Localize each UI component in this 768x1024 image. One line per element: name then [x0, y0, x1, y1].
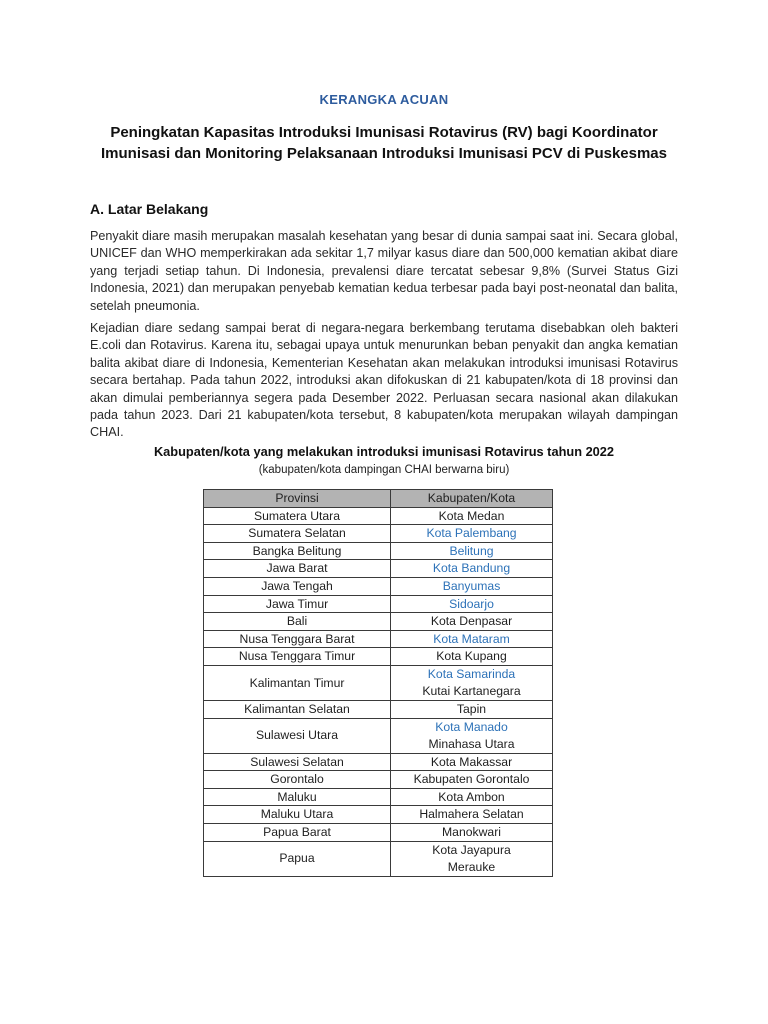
- district-table: [203, 489, 553, 877]
- kabupaten-kota-cell: [391, 841, 553, 876]
- kabupaten-kota-chai: Kota Manado: [435, 719, 508, 734]
- table-row: [204, 525, 553, 543]
- table-row: [204, 665, 553, 700]
- provinsi-cell: Nusa Tenggara Timur: [204, 648, 391, 666]
- provinsi-cell: Gorontalo: [204, 771, 391, 789]
- table-row: [204, 788, 553, 806]
- kabupaten-kota-name: Kota Kupang: [436, 649, 507, 664]
- kabupaten-kota-cell: [391, 542, 553, 560]
- kabupaten-kota-cell: [391, 577, 553, 595]
- kabupaten-kota-name: Kabupaten Gorontalo: [413, 772, 530, 787]
- table-row: [204, 700, 553, 718]
- table-row: [204, 630, 553, 648]
- table-row: [204, 841, 553, 876]
- kabupaten-kota-name: Kutai Kartanegara: [422, 683, 521, 698]
- table-row: [204, 823, 553, 841]
- kabupaten-kota-cell: [391, 630, 553, 648]
- provinsi-cell: Sulawesi Selatan: [204, 753, 391, 771]
- table-body: [204, 507, 553, 876]
- table-row: [204, 806, 553, 824]
- provinsi-cell: Bangka Belitung: [204, 542, 391, 560]
- column-header-provinsi: Provinsi: [204, 490, 391, 508]
- kabupaten-kota-chai: Kota Samarinda: [427, 666, 516, 681]
- kabupaten-kota-name: Tapin: [456, 701, 487, 716]
- table-row: [204, 648, 553, 666]
- kabupaten-kota-chai: Belitung: [449, 543, 494, 558]
- kabupaten-kota-cell: [391, 771, 553, 789]
- kabupaten-kota-chai: Kota Mataram: [433, 631, 510, 646]
- kabupaten-kota-chai: Kota Palembang: [426, 526, 517, 541]
- provinsi-cell: Maluku Utara: [204, 806, 391, 824]
- table-subtitle: (kabupaten/kota dampingan CHAI berwarna biru): [258, 464, 510, 476]
- kabupaten-kota-cell: [391, 806, 553, 824]
- provinsi-cell: Kalimantan Timur: [204, 665, 391, 700]
- provinsi-cell: Jawa Timur: [204, 595, 391, 613]
- table-row: [204, 507, 553, 525]
- kabupaten-kota-cell: [391, 718, 553, 753]
- kabupaten-kota-cell: [391, 700, 553, 718]
- provinsi-cell: Jawa Barat: [204, 560, 391, 578]
- kabupaten-kota-name: Kota Ambon: [438, 789, 505, 804]
- table-title: Kabupaten/kota yang melakukan introduksi imunisasi Rotavirus tahun 2022: [153, 444, 615, 459]
- table-row: [204, 577, 553, 595]
- table-header-row: [204, 490, 553, 508]
- kabupaten-kota-cell: [391, 648, 553, 666]
- kabupaten-kota-name: Kota Denpasar: [430, 614, 513, 629]
- kabupaten-kota-name: Kota Jayapura: [432, 842, 511, 857]
- kabupaten-kota-name: Halmahera Selatan: [419, 807, 524, 822]
- table-row: [204, 718, 553, 753]
- table-row: [204, 595, 553, 613]
- kabupaten-kota-cell: [391, 560, 553, 578]
- kabupaten-kota-cell: [391, 525, 553, 543]
- kabupaten-kota-name: Merauke: [447, 859, 496, 874]
- table-row: [204, 771, 553, 789]
- kabupaten-kota-cell: [391, 823, 553, 841]
- kabupaten-kota-name: Minahasa Utara: [428, 736, 515, 751]
- kabupaten-kota-cell: [391, 788, 553, 806]
- kabupaten-kota-chai: Banyumas: [442, 578, 501, 593]
- document-label: KERANGKA ACUAN: [319, 92, 449, 107]
- table-row: [204, 542, 553, 560]
- provinsi-cell: Nusa Tenggara Barat: [204, 630, 391, 648]
- provinsi-cell: Sumatera Utara: [204, 507, 391, 525]
- provinsi-cell: Sumatera Selatan: [204, 525, 391, 543]
- table-row: [204, 753, 553, 771]
- kabupaten-kota-chai: Sidoarjo: [449, 596, 494, 611]
- kabupaten-kota-cell: [391, 507, 553, 525]
- provinsi-cell: Jawa Tengah: [204, 577, 391, 595]
- table-row: [204, 613, 553, 631]
- provinsi-cell: Bali: [204, 613, 391, 631]
- kabupaten-kota-chai: Kota Bandung: [432, 561, 511, 576]
- column-header-kabupaten-kota: Kabupaten/Kota: [391, 490, 553, 508]
- kabupaten-kota-cell: [391, 753, 553, 771]
- provinsi-cell: Sulawesi Utara: [204, 718, 391, 753]
- kabupaten-kota-name: Kota Makassar: [430, 754, 513, 769]
- kabupaten-kota-name: Kota Medan: [438, 508, 505, 523]
- provinsi-cell: Papua: [204, 841, 391, 876]
- table-row: [204, 560, 553, 578]
- provinsi-cell: Papua Barat: [204, 823, 391, 841]
- paragraph-2: Kejadian diare sedang sampai berat di negara-negara berkembang terutama disebabkan oleh bakteri E.coli dan Rotavirus. Karena itu, sebagai upaya untuk menurunkan beban penyakit dan angka kematian balita akibat diare di Indonesia, Kementerian Kesehatan akan melakukan introduksi imunisasi Rotavirus secara bertahap. Pada tahun 2022, introduksi akan difokuskan di 21 kabupaten/kota di 18 provinsi dan akan dimulai pemberiannya segera pada Desember 2022. Perluasan secara nasional akan dilakukan pada tahun 2023. Dari 21 kabupaten/kota tersebut, 8 kabupaten/kota merupakan wilayah dampingan CHAI.: [90, 321, 678, 440]
- kabupaten-kota-name: Manokwari: [442, 824, 501, 839]
- provinsi-cell: Kalimantan Selatan: [204, 700, 391, 718]
- document-title: Peningkatan Kapasitas Introduksi Imunisasi Rotavirus (RV) bagi Koordinator Imunisasi dan Monitoring Pelaksanaan Introduksi Imunisasi PCV di Puskesmas: [101, 124, 667, 162]
- kabupaten-kota-cell: [391, 613, 553, 631]
- kabupaten-kota-cell: [391, 595, 553, 613]
- kabupaten-kota-cell: [391, 665, 553, 700]
- paragraph-1: Penyakit diare masih merupakan masalah kesehatan yang besar di dunia sampai saat ini. Secara global, UNICEF dan WHO memperkirakan ada sekitar 1,7 milyar kasus diare dan 500,000 kematian akibat diare yang terjadi setiap tahun. Di Indonesia, prevalensi diare tercatat sebesar 9,8% (Survei Status Gizi Indonesia, 2021) dan merupakan penyebab kematian kedua terbesar pada bayi post-neonatal dan balita, setelah pneumonia.: [90, 229, 678, 313]
- section-heading: A. Latar Belakang: [90, 201, 209, 217]
- provinsi-cell: Maluku: [204, 788, 391, 806]
